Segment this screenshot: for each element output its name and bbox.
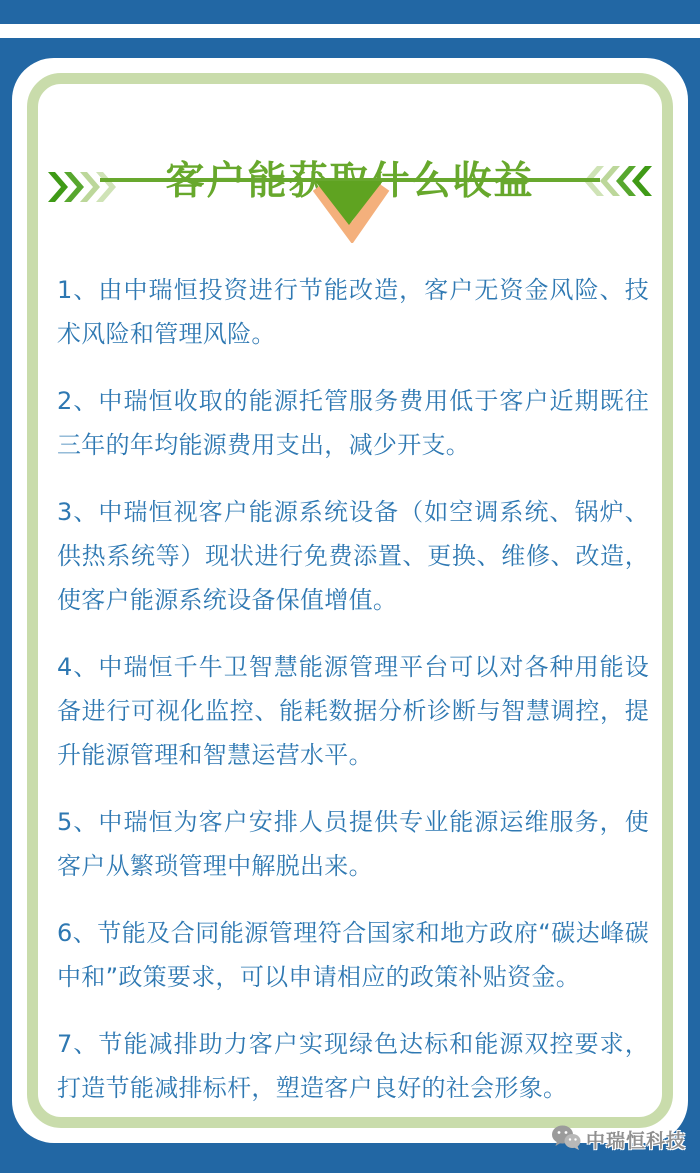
benefit-item-3: 3、中瑞恒视客户能源系统设备（如空调系统、锅炉、供热系统等）现状进行免费添置、更换、维修、改造，使客户能源系统设备保值增值。 bbox=[57, 498, 649, 614]
down-arrow-icon bbox=[308, 181, 392, 247]
benefit-item-7: 7、节能减排助力客户实现绿色达标和能源双控要求，打造节能减排标杆，塑造客户良好的社会形象。 bbox=[57, 1030, 649, 1102]
double-chevrons-left-icon bbox=[580, 166, 652, 200]
watermark bbox=[551, 1124, 686, 1155]
benefit-item-4: 4、中瑞恒千牛卫智慧能源管理平台可以对各种用能设备进行可视化监控、能耗数据分析诊断与智慧调控，提升能源管理和智慧运营水平。 bbox=[57, 653, 649, 769]
content-card bbox=[12, 58, 688, 1143]
wechat-icon bbox=[551, 1124, 581, 1155]
watermark-label: 中瑞恒科技 bbox=[585, 1130, 686, 1152]
benefit-item-1: 1、由中瑞恒投资进行节能改造，客户无资金风险、技术风险和管理风险。 bbox=[57, 276, 649, 348]
benefit-item-6: 6、节能及合同能源管理符合国家和地方政府“碳达峰碳中和”政策要求，可以申请相应的政策补贴资金。 bbox=[57, 919, 649, 991]
top-white-stripe bbox=[0, 24, 700, 38]
benefits-list bbox=[57, 268, 649, 1133]
benefit-item-5: 5、中瑞恒为客户安排人员提供专业能源运维服务，使客户从繁琐管理中解脱出来。 bbox=[57, 808, 649, 880]
benefit-item-2: 2、中瑞恒收取的能源托管服务费用低于客户近期既往三年的年均能源费用支出，减少开支。 bbox=[57, 387, 649, 459]
